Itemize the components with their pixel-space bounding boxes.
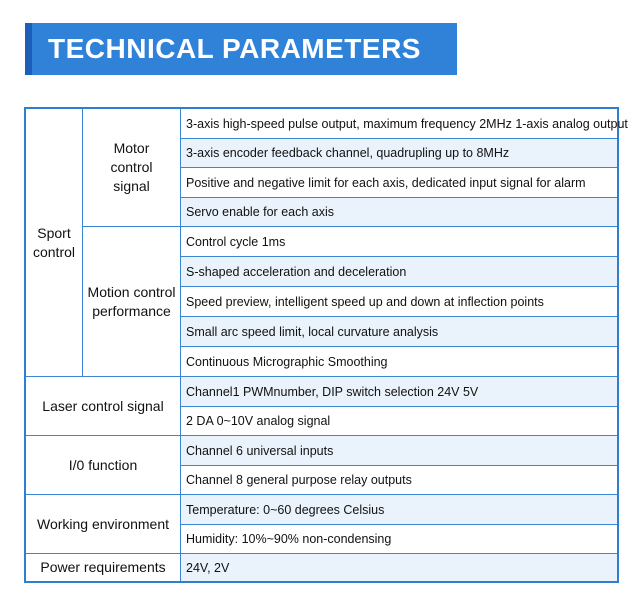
category-label: Power requirements <box>40 559 166 575</box>
table-row <box>181 495 617 525</box>
title-banner-accent <box>25 23 32 75</box>
row-value: 24V, 2V <box>186 560 230 575</box>
row-value: Temperature: 0~60 degrees Celsius <box>186 502 385 517</box>
table-row <box>181 168 617 198</box>
category-power-requirements <box>26 554 181 581</box>
row-value: Channel1 PWMnumber, DIP switch selection 24V 5V <box>186 384 479 399</box>
row-value: 2 DA 0~10V analog signal <box>186 414 331 428</box>
row-value: 3-axis high-speed pulse output, maximum frequency 2MHz 1-axis analog output <box>186 116 628 131</box>
table-row <box>181 139 617 168</box>
row-value: Channel 6 universal inputs <box>186 443 334 458</box>
category-label: I/0 function <box>68 456 138 473</box>
table-row <box>181 257 617 287</box>
row-value: Small arc speed limit, local curvature analysis <box>186 324 439 339</box>
category-io-function <box>26 436 181 495</box>
table-row <box>181 407 617 436</box>
subcategory-motion-control-performance <box>83 227 181 377</box>
category-laser-control-signal <box>26 377 181 436</box>
table-row <box>181 198 617 227</box>
table-row <box>181 554 617 581</box>
category-label: Working environment <box>36 515 170 532</box>
row-value: Speed preview, intelligent speed up and down at inflection points <box>186 294 544 309</box>
subcategory-label: Motion control performance <box>87 283 176 319</box>
row-value: 3-axis encoder feedback channel, quadrupling up to 8MHz <box>186 146 510 160</box>
table-row <box>181 466 617 495</box>
table-row <box>181 287 617 317</box>
table-row <box>181 525 617 554</box>
table-row <box>181 347 617 377</box>
table-row <box>181 109 628 139</box>
table-row <box>181 227 617 257</box>
row-value: Servo enable for each axis <box>186 205 335 219</box>
row-value: Positive and negative limit for each axis, dedicated input signal for alarm <box>186 175 586 190</box>
page-title: TECHNICAL PARAMETERS <box>48 33 421 64</box>
row-value: Control cycle 1ms <box>186 234 286 249</box>
table-row <box>181 377 617 407</box>
subcategory-motor-control-signal <box>83 109 181 227</box>
category-label: Sport control <box>32 224 76 260</box>
category-label: Laser control signal <box>42 397 164 414</box>
row-value: S-shaped acceleration and deceleration <box>186 264 407 279</box>
table-row <box>181 317 617 347</box>
row-value: Humidity: 10%~90% non-condensing <box>186 532 392 546</box>
category-working-environment <box>26 495 181 554</box>
subcategory-label: Motor control signal <box>110 140 153 194</box>
parameters-table <box>24 107 628 583</box>
table-row <box>181 436 617 466</box>
row-value: Continuous Micrographic Smoothing <box>186 354 388 369</box>
category-sport-control <box>26 109 83 377</box>
row-value: Channel 8 general purpose relay outputs <box>186 473 412 487</box>
